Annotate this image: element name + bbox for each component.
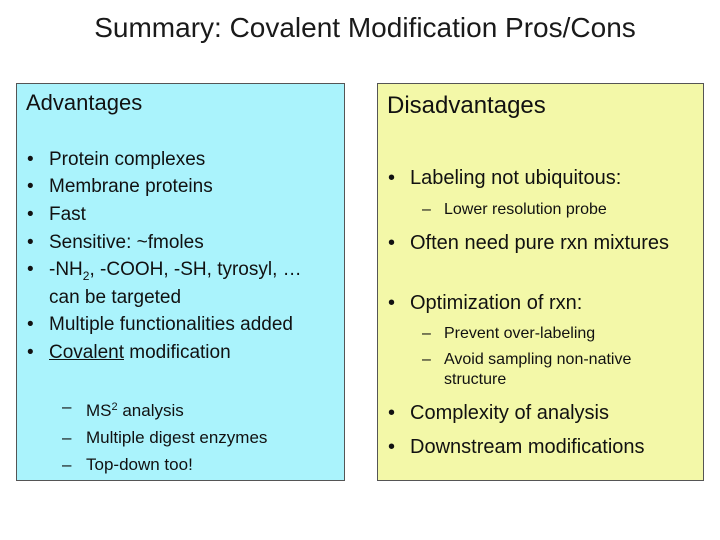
- sub-list-item: – Top-down too!: [62, 455, 193, 474]
- list-item: • $-NH_2$, -COOH, -SH, tyrosyl, … can be targeted: [27, 259, 302, 308]
- advantages-panel: [16, 83, 345, 481]
- advantages-heading: Advantages: [26, 90, 143, 115]
- disadvantages-item-4: [386, 401, 700, 459]
- disadvantages-sublist-3: [422, 324, 692, 390]
- list-item: • Covalent modification: [27, 341, 231, 363]
- list-item: • Protein complexes: [27, 149, 206, 170]
- list-item: • Sensitive: ~fmoles: [27, 232, 204, 253]
- slide-title: Summary: Covalent Modification Pros/Cons: [94, 12, 636, 43]
- advantages-sublist: [62, 396, 332, 481]
- disadvantages-sublist-1: [422, 200, 692, 220]
- sub-list-item: – Prevent over-labeling: [422, 325, 596, 342]
- sub-list-item: – Avoid sampling non-native structure: [422, 351, 632, 388]
- disadvantages-heading: Disadvantages: [387, 92, 546, 119]
- list-item: • Fast: [27, 204, 86, 225]
- disadvantages-item-3: [386, 291, 700, 315]
- list-item: • Membrane proteins: [27, 176, 213, 197]
- list-item: • Often need pure rxn mixtures: [388, 232, 670, 254]
- disadvantages-item-1: [386, 166, 700, 190]
- list-item: • Labeling not ubiquitous:: [388, 167, 622, 189]
- list-item: • Multiple functionalities added: [27, 313, 293, 335]
- sub-list-item: – Lower resolution probe: [422, 201, 607, 218]
- list-item: • Optimization of rxn:: [388, 292, 583, 314]
- list-item: • Downstream modifications: [388, 436, 645, 458]
- list-item: • Complexity of analysis: [388, 402, 609, 424]
- sub-list-item: – Multiple digest enzymes: [62, 428, 268, 447]
- disadvantages-panel: [377, 83, 704, 481]
- disadvantages-item-2: [386, 230, 700, 256]
- sub-list-item: – $MS^2$ analysis: [62, 397, 184, 420]
- advantages-list: [25, 148, 337, 369]
